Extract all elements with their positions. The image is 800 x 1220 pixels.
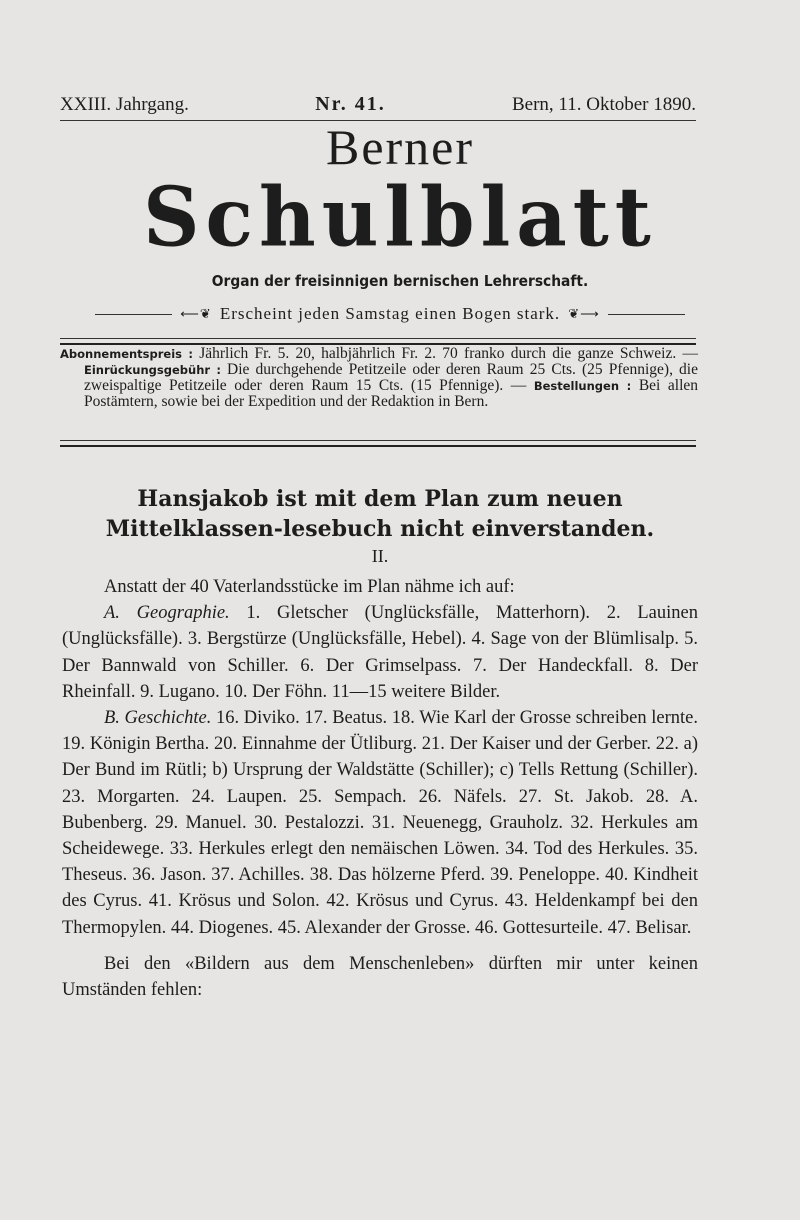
ornament-rule-right <box>608 314 685 315</box>
subtitle: Organ der freisinnigen bernischen Lehrerschaft. <box>211 272 589 290</box>
issue-number: Nr. 41. <box>315 93 386 115</box>
subscription-block <box>60 346 698 410</box>
frequency-text: Erscheint jeden Samstag einen Bogen stark. <box>219 304 561 323</box>
frequency-line <box>95 304 685 324</box>
ornament-rule-left <box>95 314 172 315</box>
title-line-berner: Berner <box>325 119 475 175</box>
title-line-schulblatt: Schulblatt <box>143 169 657 266</box>
label-orders: Bestellungen : <box>533 379 632 393</box>
divider-top <box>60 338 696 345</box>
text-subscription-price: Jährlich Fr. 5. 20, halbjährlich Fr. 2. 70 franko durch die ganze Schweiz. — <box>199 345 698 362</box>
divider-bottom <box>60 440 696 447</box>
text-insertion-fee: Die durchgehende Petitzeile oder deren Raum 25 Cts. (25 Pfennige), die zweispaltige Petitzeile oder deren Raum 15 Cts. (15 Pfennige). — <box>84 361 698 394</box>
article-section-number: II. <box>371 546 389 566</box>
category-history: B. Geschichte. <box>104 708 212 729</box>
article-headline: Hansjakob ist mit dem Plan zum neuen Mittelklassen-lesebuch nicht einverstanden. <box>105 486 655 542</box>
masthead-bar <box>60 86 696 121</box>
article-paragraph-b <box>62 705 698 941</box>
ornament-left-icon: ⟵❦ <box>180 306 212 321</box>
subscription-paragraph <box>60 346 698 410</box>
article-body <box>62 574 698 1003</box>
volume-label: XXIII. Jahrgang. <box>60 94 189 115</box>
label-insertion-fee: Einrückungsgebühr : <box>84 363 221 377</box>
list-geography: 1. Gletscher (Unglücksfälle, Matterhorn). 2. Lauinen (Unglücksfälle). 3. Bergstürze (Unglücksfälle, Hebel). 4. Sage von der Blümlisalp. 5. Der Bannwald von Schiller. 6. Der Grimselpass. 7. Der Handeckfall. 8. Der Rheinfall. 9. Lugano. 10. Der Föhn. 11—15 weitere Bilder. <box>62 603 698 702</box>
text-orders: Bei allen Postämtern, sowie bei der Expedition und der Redaktion in Bern. <box>84 377 699 410</box>
list-history: 16. Diviko. 17. Beatus. 18. Wie Karl der Grosse schreiben lernte. 19. Königin Bertha. 20. Einnahme der Ütliburg. 21. Der Kaiser und der Gerber. 22. a) Der Bund im Rütli; b) Ursprung der Waldstätte (Schiller); c) Tells Rettung (Schiller). 23. Morgarten. 24. Laupen. 25. Sempach. 26. Näfels. 27. St. Jakob. 28. A. Bubenberg. 29. Manuel. 30. Pestalozzi. 31. Neuenegg, Grauholz. 32. Herkules am Scheidewege. 33. Herkules erlegt den nemäischen Löwen. 34. Tod des Herkules. 35. Theseus. 36. Jason. 37. Achilles. 38. Das hölzerne Pferd. 39. Peneloppe. 40. Kindheit des Cyrus. 41. Krösus und Solon. 42. Krösus und Cyrus. 43. Heldenkampf bei den Thermopylen. 44. Diogenes. 45. Alexander der Grosse. 46. Gottesurteile. 47. Belisar. <box>62 708 698 938</box>
ornament-right-icon: ❦⟶ <box>568 306 600 321</box>
label-subscription-price: Abonnementspreis : <box>60 347 193 361</box>
article-intro: Anstatt der 40 Vaterlandsstücke im Plan nähme ich auf: <box>104 577 515 597</box>
category-geography: A. Geographie. <box>104 603 230 624</box>
article-closing: Bei den «Bildern aus dem Menschenleben» dürften mir unter keinen Umständen fehlen: <box>62 953 698 1001</box>
article-paragraph-a <box>62 600 698 705</box>
place-date: Bern, 11. Oktober 1890. <box>512 94 696 115</box>
